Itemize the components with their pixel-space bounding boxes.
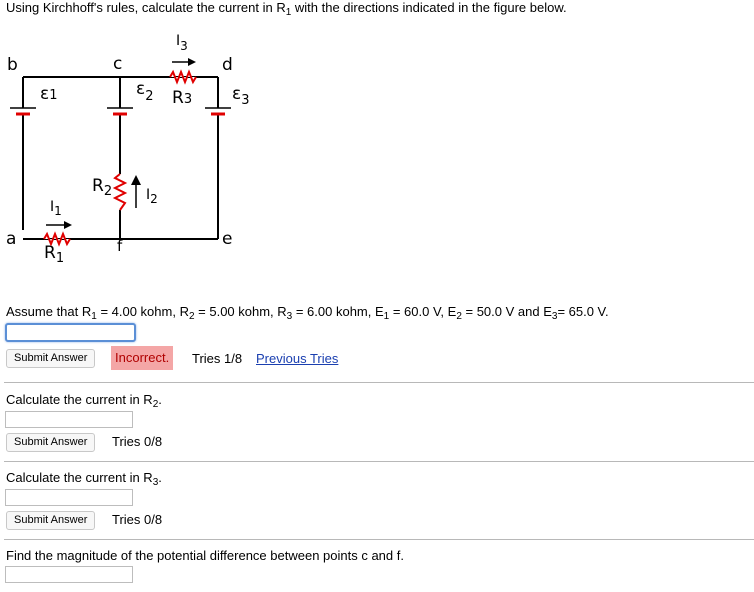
tries-counter-r1: Tries 1/8 (192, 351, 243, 366)
tries-counter-r3: Tries 0/8 (112, 512, 163, 527)
emf-e3-label: $\varepsilon_3$ (232, 84, 250, 108)
circuit-diagram (0, 33, 270, 270)
answer-input-r1[interactable] (5, 323, 136, 342)
node-f-label: f (117, 237, 123, 255)
previous-tries-link[interactable]: Previous Tries (256, 351, 339, 366)
divider (4, 382, 754, 383)
current-i2-label: I2 (146, 187, 158, 206)
divider (4, 539, 754, 540)
emf-e2-label: $\varepsilon_2$ (136, 79, 154, 104)
resistor-r2-label: $R_2$ (92, 176, 113, 199)
given-values: Assume that $R_1 = 4.00$ kohm, $R_2 = 5.00$ kohm, $R_3 = 6.00$ kohm, $E_1 = 60.0$ V, $E_2 = 50.0$ V and $E_3= 65.0$ V. (6, 304, 609, 322)
answer-input-r2[interactable] (5, 411, 133, 428)
current-i3-label: I3 (176, 33, 188, 53)
node-b-label: b (7, 55, 18, 75)
submit-button-r2[interactable]: Submit Answer (6, 433, 95, 452)
resistor-r2 (115, 174, 125, 210)
battery-e2 (107, 108, 133, 114)
resistor-r1-label: $R_1$ (44, 243, 65, 266)
node-e-label: e (222, 229, 233, 249)
battery-e1 (10, 108, 36, 114)
question-intro: Using Kirchhoff's rules, calculate the current in $R_1$ with the directions indicated in the figure below. (6, 0, 567, 18)
submit-button-r3[interactable]: Submit Answer (6, 511, 95, 530)
question-potential-difference: Find the magnitude of the potential difference between points c and f. (6, 548, 404, 563)
tries-counter-r2: Tries 0/8 (112, 434, 163, 449)
current-i1-label: I1 (50, 199, 62, 218)
node-a-label: a (6, 229, 17, 249)
battery-e3 (205, 108, 231, 114)
emf-e1-label: ε1 (40, 84, 58, 104)
divider (4, 461, 754, 462)
node-d-label: d (222, 55, 233, 75)
resistor-r3-label: R3 (172, 88, 193, 108)
question-r3: Calculate the current in $R_3$. (6, 470, 162, 488)
answer-input-potential-difference[interactable] (5, 566, 133, 583)
question-r2: Calculate the current in $R_2$. (6, 392, 162, 410)
node-c-label: c (113, 54, 123, 74)
resistor-r3 (170, 72, 196, 82)
answer-input-r3[interactable] (5, 489, 133, 506)
submit-button-r1[interactable]: Submit Answer (6, 349, 95, 368)
status-badge-incorrect: Incorrect. (111, 346, 173, 370)
